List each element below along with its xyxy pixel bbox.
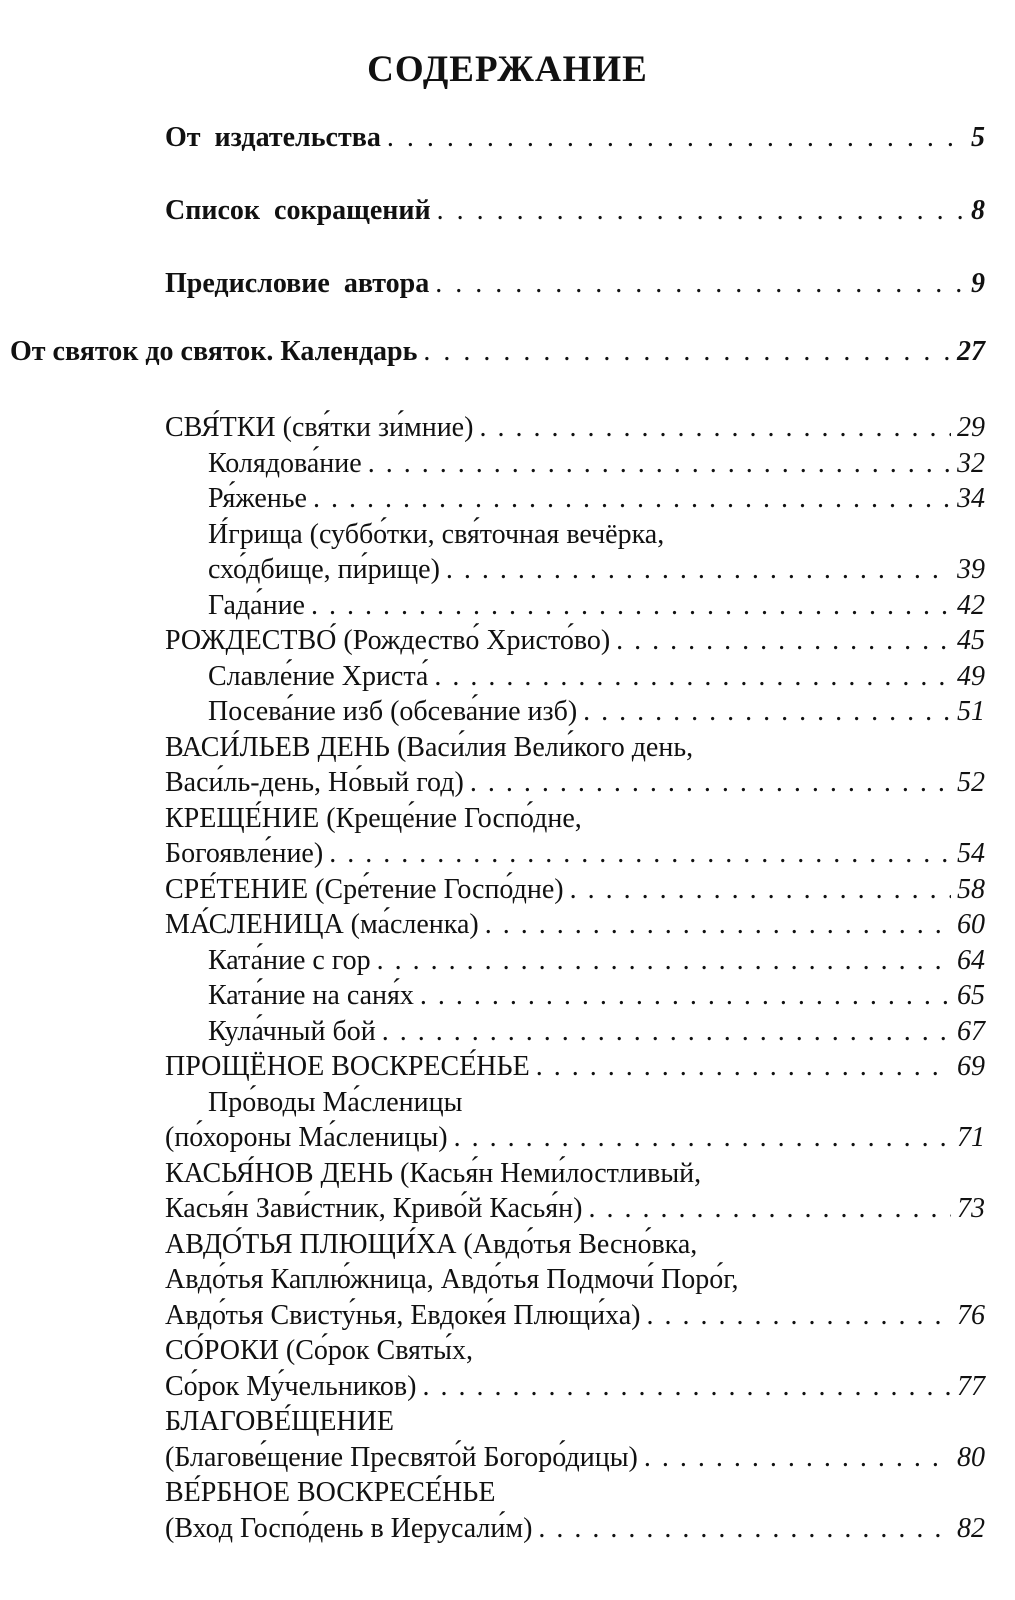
dot-leader (536, 1049, 951, 1085)
toc-entry[interactable] (165, 623, 985, 659)
dot-leader (644, 1440, 951, 1476)
toc-entry-text: ВАСИ́ЛЬЕВ ДЕНЬ (Васи́лия Вели́кого день, (165, 731, 694, 763)
toc-page-number: 52 (957, 767, 985, 798)
toc-entry-text: Ката́ние с гор (208, 944, 371, 976)
toc-entry-text: Славле́ние Христа́ (208, 660, 429, 692)
toc-entry[interactable] (165, 872, 985, 908)
toc-entry[interactable] (165, 801, 985, 837)
section-label: От святок до святок. Календарь (10, 336, 418, 367)
toc-entry[interactable] (165, 1191, 985, 1227)
toc-entry[interactable] (165, 1475, 985, 1511)
toc-entry-text: Касья́н Зави́стник, Криво́й Касья́н) (165, 1193, 583, 1224)
dot-leader (470, 765, 951, 801)
toc-entries-list (165, 410, 985, 1546)
toc-entry-label: От издательства (165, 122, 381, 153)
dot-leader (588, 1191, 951, 1227)
toc-entry[interactable] (165, 1049, 985, 1085)
toc-entry[interactable] (165, 588, 985, 624)
toc-page-number: 51 (957, 696, 985, 727)
toc-page-number: 67 (957, 1015, 985, 1047)
toc-entry-text: Авдо́тья Свисту́нья, Евдоке́я Плющи́ха) (165, 1299, 641, 1331)
dot-leader (538, 1511, 951, 1547)
toc-entry-text: СВЯ́ТКИ (свя́тки зи́мние) (165, 412, 474, 443)
toc-entry[interactable] (165, 765, 985, 801)
toc-entry[interactable] (165, 1298, 985, 1334)
toc-entry-text: Ря́женье (208, 483, 307, 514)
toc-entry-publisher[interactable] (165, 122, 985, 195)
toc-page-number: 42 (957, 589, 985, 621)
toc-entry[interactable] (165, 1369, 985, 1405)
toc-page-number: 8 (971, 195, 985, 226)
toc-page-number: 76 (957, 1299, 985, 1331)
toc-page-number: 64 (957, 944, 985, 976)
toc-entry-text: схо́дбище, пи́рище) (208, 554, 440, 585)
toc-page-number: 77 (957, 1370, 985, 1402)
toc-entry[interactable] (165, 1404, 985, 1440)
dot-leader (420, 978, 951, 1014)
dot-leader (382, 1014, 951, 1050)
toc-entry[interactable] (165, 1262, 985, 1298)
toc-entry-preface[interactable] (165, 268, 985, 341)
toc-page-number: 5 (971, 122, 985, 153)
toc-page-number: 71 (957, 1122, 985, 1153)
toc-entry[interactable] (165, 517, 985, 553)
dot-leader (616, 623, 951, 659)
toc-entry-text: Ката́ние на саня́х (208, 980, 414, 1011)
toc-entry[interactable] (165, 552, 985, 588)
toc-entry-text: АВДО́ТЬЯ ПЛЮЩИ́ХА (Авдо́тья Весно́вка, (165, 1228, 698, 1260)
toc-page-number: 34 (957, 483, 985, 514)
toc-entry[interactable] (165, 1440, 985, 1476)
toc-entry[interactable] (165, 836, 985, 872)
toc-entry-label: Список сокращений (165, 195, 431, 226)
toc-page-number: 32 (957, 447, 985, 479)
dot-leader (454, 1120, 951, 1156)
toc-entry-text: И́грища (суббо́тки, свя́точная вечёрка, (208, 518, 665, 550)
toc-entry-text: ВЕ́РБНОЕ ВОСКРЕСЕ́НЬЕ (165, 1477, 496, 1508)
toc-entry[interactable] (165, 907, 985, 943)
toc-page-number: 54 (957, 838, 985, 869)
toc-entry[interactable] (165, 1085, 985, 1121)
toc-page-number: 60 (957, 909, 985, 940)
toc-section-heading[interactable] (10, 336, 985, 368)
toc-entry-text: Кула́чный бой (208, 1015, 376, 1047)
toc-entry[interactable] (165, 730, 985, 766)
toc-entry[interactable] (165, 694, 985, 730)
dot-leader (329, 836, 951, 872)
section-page-number: 27 (957, 336, 985, 367)
dot-leader (479, 410, 951, 446)
toc-entry-label: Предисловие автора (165, 268, 430, 299)
toc-entry-abbreviations[interactable] (165, 195, 985, 268)
toc-entry-text: КРЕЩЕ́НИЕ (Креще́ние Госпо́дне, (165, 802, 582, 834)
toc-entry-text: Со́рок Му́чельников) (165, 1370, 417, 1402)
toc-entry-text: КАСЬЯ́НОВ ДЕНЬ (Касья́н Неми́лостливый, (165, 1157, 702, 1189)
dot-leader (377, 943, 951, 979)
toc-entry[interactable] (165, 1014, 985, 1050)
toc-entry-text: (Благове́щение Пресвято́й Богоро́дицы) (165, 1441, 638, 1473)
toc-entry[interactable] (165, 481, 985, 517)
toc-entry[interactable] (165, 446, 985, 482)
toc-page-number: 65 (957, 980, 985, 1011)
dot-leader (423, 336, 951, 368)
dot-leader (570, 872, 951, 908)
toc-entry-text: (Вход Госпо́день в Иерусали́м) (165, 1512, 533, 1544)
toc-page-number: 29 (957, 412, 985, 443)
toc-page-number: 58 (957, 873, 985, 905)
toc-entry-text: МА́СЛЕНИЦА (ма́сленка) (165, 909, 479, 940)
dot-leader (646, 1298, 951, 1334)
toc-entry[interactable] (165, 1120, 985, 1156)
toc-entry-text: (по́хороны Ма́сленицы) (165, 1122, 448, 1153)
dot-leader (437, 195, 965, 227)
toc-entry[interactable] (165, 410, 985, 446)
toc-entry[interactable] (165, 1511, 985, 1547)
dot-leader (434, 659, 951, 695)
dot-leader (311, 588, 951, 624)
toc-entry-text: СО́РОКИ (Со́рок Святы́х, (165, 1335, 473, 1366)
toc-page-number: 39 (957, 554, 985, 585)
toc-entry-text: РОЖДЕСТВО́ (Рождество́ Христо́во) (165, 625, 611, 656)
dot-leader (583, 694, 951, 730)
toc-page-number: 45 (957, 625, 985, 656)
toc-entry-text: Богоявле́ние) (165, 838, 324, 869)
toc-entry-text: Васи́ль-день, Но́вый год) (165, 767, 464, 798)
dot-leader (446, 552, 951, 588)
toc-page-number: 49 (957, 660, 985, 692)
toc-entry-text: Посева́ние изб (обсева́ние изб) (208, 696, 578, 727)
toc-entry-text: Про́воды Ма́сленицы (208, 1086, 463, 1118)
toc-entry[interactable] (165, 1227, 985, 1263)
page-title: СОДЕРЖАНИЕ (367, 49, 648, 90)
dot-leader (485, 907, 951, 943)
toc-page-number: 9 (971, 268, 985, 299)
toc-entry[interactable] (165, 943, 985, 979)
toc-entry-text: ПРОЩЁНОЕ ВОСКРЕСЕ́НЬЕ (165, 1051, 530, 1082)
toc-entry-text: Гада́ние (208, 589, 305, 621)
dot-leader (368, 446, 951, 482)
toc-entry[interactable] (165, 1333, 985, 1369)
dot-leader (435, 268, 965, 300)
toc-page-number: 73 (957, 1193, 985, 1224)
toc-entry-text: Колядова́ние (208, 447, 362, 479)
toc-entry-text: БЛАГОВЕ́ЩЕНИЕ (165, 1406, 394, 1437)
dot-leader (422, 1369, 951, 1405)
toc-entry[interactable] (165, 978, 985, 1014)
toc-entry[interactable] (165, 1156, 985, 1192)
front-matter-list (165, 122, 985, 341)
dot-leader (313, 481, 951, 517)
toc-entry[interactable] (165, 659, 985, 695)
toc-page-number: 82 (957, 1512, 985, 1544)
dot-leader (387, 122, 965, 154)
toc-page-number: 69 (957, 1051, 985, 1082)
toc-entry-text: СРЕ́ТЕНИЕ (Сре́тение Госпо́дне) (165, 873, 564, 905)
toc-entry-text: Авдо́тья Каплю́жница, Авдо́тья Подмочи́ Поро́г, (165, 1264, 739, 1295)
toc-page-number: 80 (957, 1441, 985, 1473)
